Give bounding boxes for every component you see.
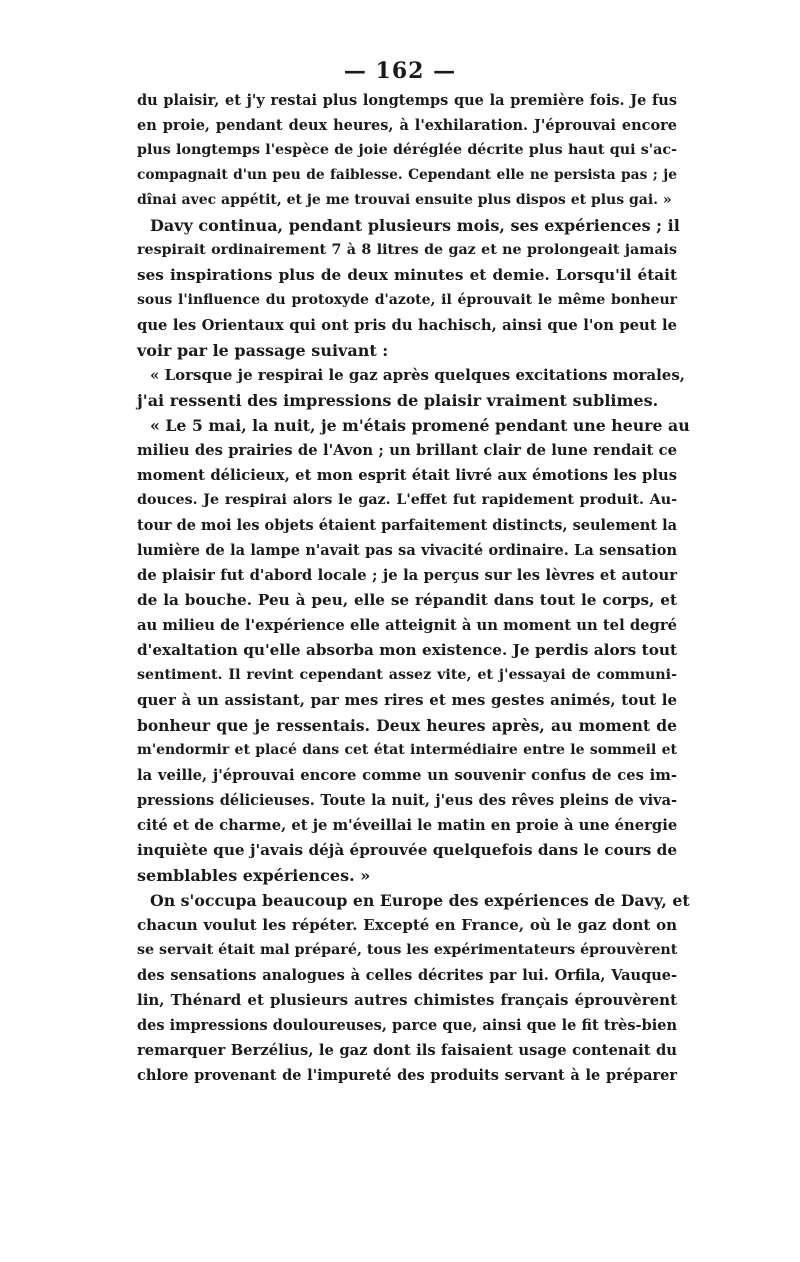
- text-line: compagnait d'un peu de faiblesse. Cependant elle ne persista pas ; je: [137, 167, 677, 183]
- text-line: lumière de la lampe n'avait pas sa vivacité ordinaire. La sensation: [137, 542, 677, 559]
- text-line: sentiment. Il revint cependant assez vite, et j'essayai de communi-: [137, 667, 677, 683]
- text-line: Davy continua, pendant plusieurs mois, ses expériences ; il: [150, 216, 680, 235]
- text-line: j'ai ressenti des impressions de plaisir vraiment sublimes.: [137, 391, 659, 410]
- text-line: la veille, j'éprouvai encore comme un souvenir confus de ces im-: [137, 767, 677, 784]
- text-line: douces. Je respirai alors le gaz. L'effet fut rapidement produit. Au-: [137, 492, 677, 508]
- text-line: remarquer Berzélius, le gaz dont ils faisaient usage contenait du: [137, 1042, 677, 1059]
- text-line: des sensations analogues à celles décrites par lui. Orfila, Vauque-: [137, 967, 677, 984]
- text-line: milieu des prairies de l'Avon ; un brillant clair de lune rendait ce: [137, 442, 677, 459]
- text-line: tour de moi les objets étaient parfaitement distincts, seulement la: [137, 517, 677, 534]
- text-line: moment délicieux, et mon esprit était livré aux émotions les plus: [137, 467, 677, 484]
- page-number: — 162 —: [343, 58, 457, 84]
- text-line: « Lorsque je respirai le gaz après quelques excitations morales,: [150, 366, 686, 384]
- text-line: plus longtemps l'espèce de joie déréglée décrite plus haut qui s'ac-: [137, 142, 677, 158]
- text-line: pressions délicieuses. Toute la nuit, j'eus des rêves pleins de viva-: [137, 792, 677, 809]
- text-line: des impressions douloureuses, parce que, ainsi que le fit très-bien: [137, 1017, 677, 1034]
- text-line: quer à un assistant, par mes rires et mes gestes animés, tout le: [137, 691, 677, 709]
- text-line: On s'occupa beaucoup en Europe des expériences de Davy, et: [150, 891, 690, 910]
- text-line: en proie, pendant deux heures, à l'exhilaration. J'éprouvai encore: [137, 117, 677, 134]
- text-line: cité et de charme, et je m'éveillai le matin en proie à une énergie: [137, 817, 678, 834]
- text-line: chacun voulut les répéter. Excepté en France, où le gaz dont on: [137, 916, 677, 934]
- text-line: se servait était mal préparé, tous les expérimentateurs éprouvèrent: [137, 942, 678, 958]
- text-line: sous l'influence du protoxyde d'azote, il éprouvait le même bonheur: [137, 292, 677, 308]
- body-text: [137, 88, 690, 1088]
- text-line: ses inspirations plus de deux minutes et demie. Lorsqu'il était: [137, 266, 677, 284]
- text-line: chlore provenant de l'impureté des produits servant à le préparer: [137, 1067, 677, 1084]
- text-line: au milieu de l'expérience elle atteignit à un moment un tel degré: [137, 617, 677, 634]
- text-line: dînai avec appétit, et je me trouvai ensuite plus dispos et plus gai. »: [137, 192, 672, 208]
- text-line: respirait ordinairement 7 à 8 litres de gaz et ne prolongeait jamais: [137, 242, 677, 258]
- text-line: « Le 5 mai, la nuit, je m'étais promené pendant une heure au: [150, 416, 690, 435]
- text-line: lin, Thénard et plusieurs autres chimistes français éprouvèrent: [137, 991, 677, 1009]
- text-line: de la bouche. Peu à peu, elle se répandit dans tout le corps, et: [137, 591, 677, 609]
- text-line: inquiète que j'avais déjà éprouvée quelquefois dans le cours de: [137, 841, 678, 859]
- text-line: du plaisir, et j'y restai plus longtemps que la première fois. Je fus: [137, 92, 677, 109]
- text-line: voir par le passage suivant :: [137, 341, 389, 360]
- text-line: m'endormir et placé dans cet état intermédiaire entre le sommeil et: [137, 742, 677, 758]
- text-line: bonheur que je ressentais. Deux heures après, au moment de: [137, 716, 677, 735]
- text-line: d'exaltation qu'elle absorba mon existence. Je perdis alors tout: [137, 641, 677, 659]
- text-line: semblables expériences. »: [137, 866, 371, 885]
- text-line: que les Orientaux qui ont pris du hachisch, ainsi que l'on peut le: [137, 317, 677, 334]
- text-line: de plaisir fut d'abord locale ; je la perçus sur les lèvres et autour: [137, 567, 677, 584]
